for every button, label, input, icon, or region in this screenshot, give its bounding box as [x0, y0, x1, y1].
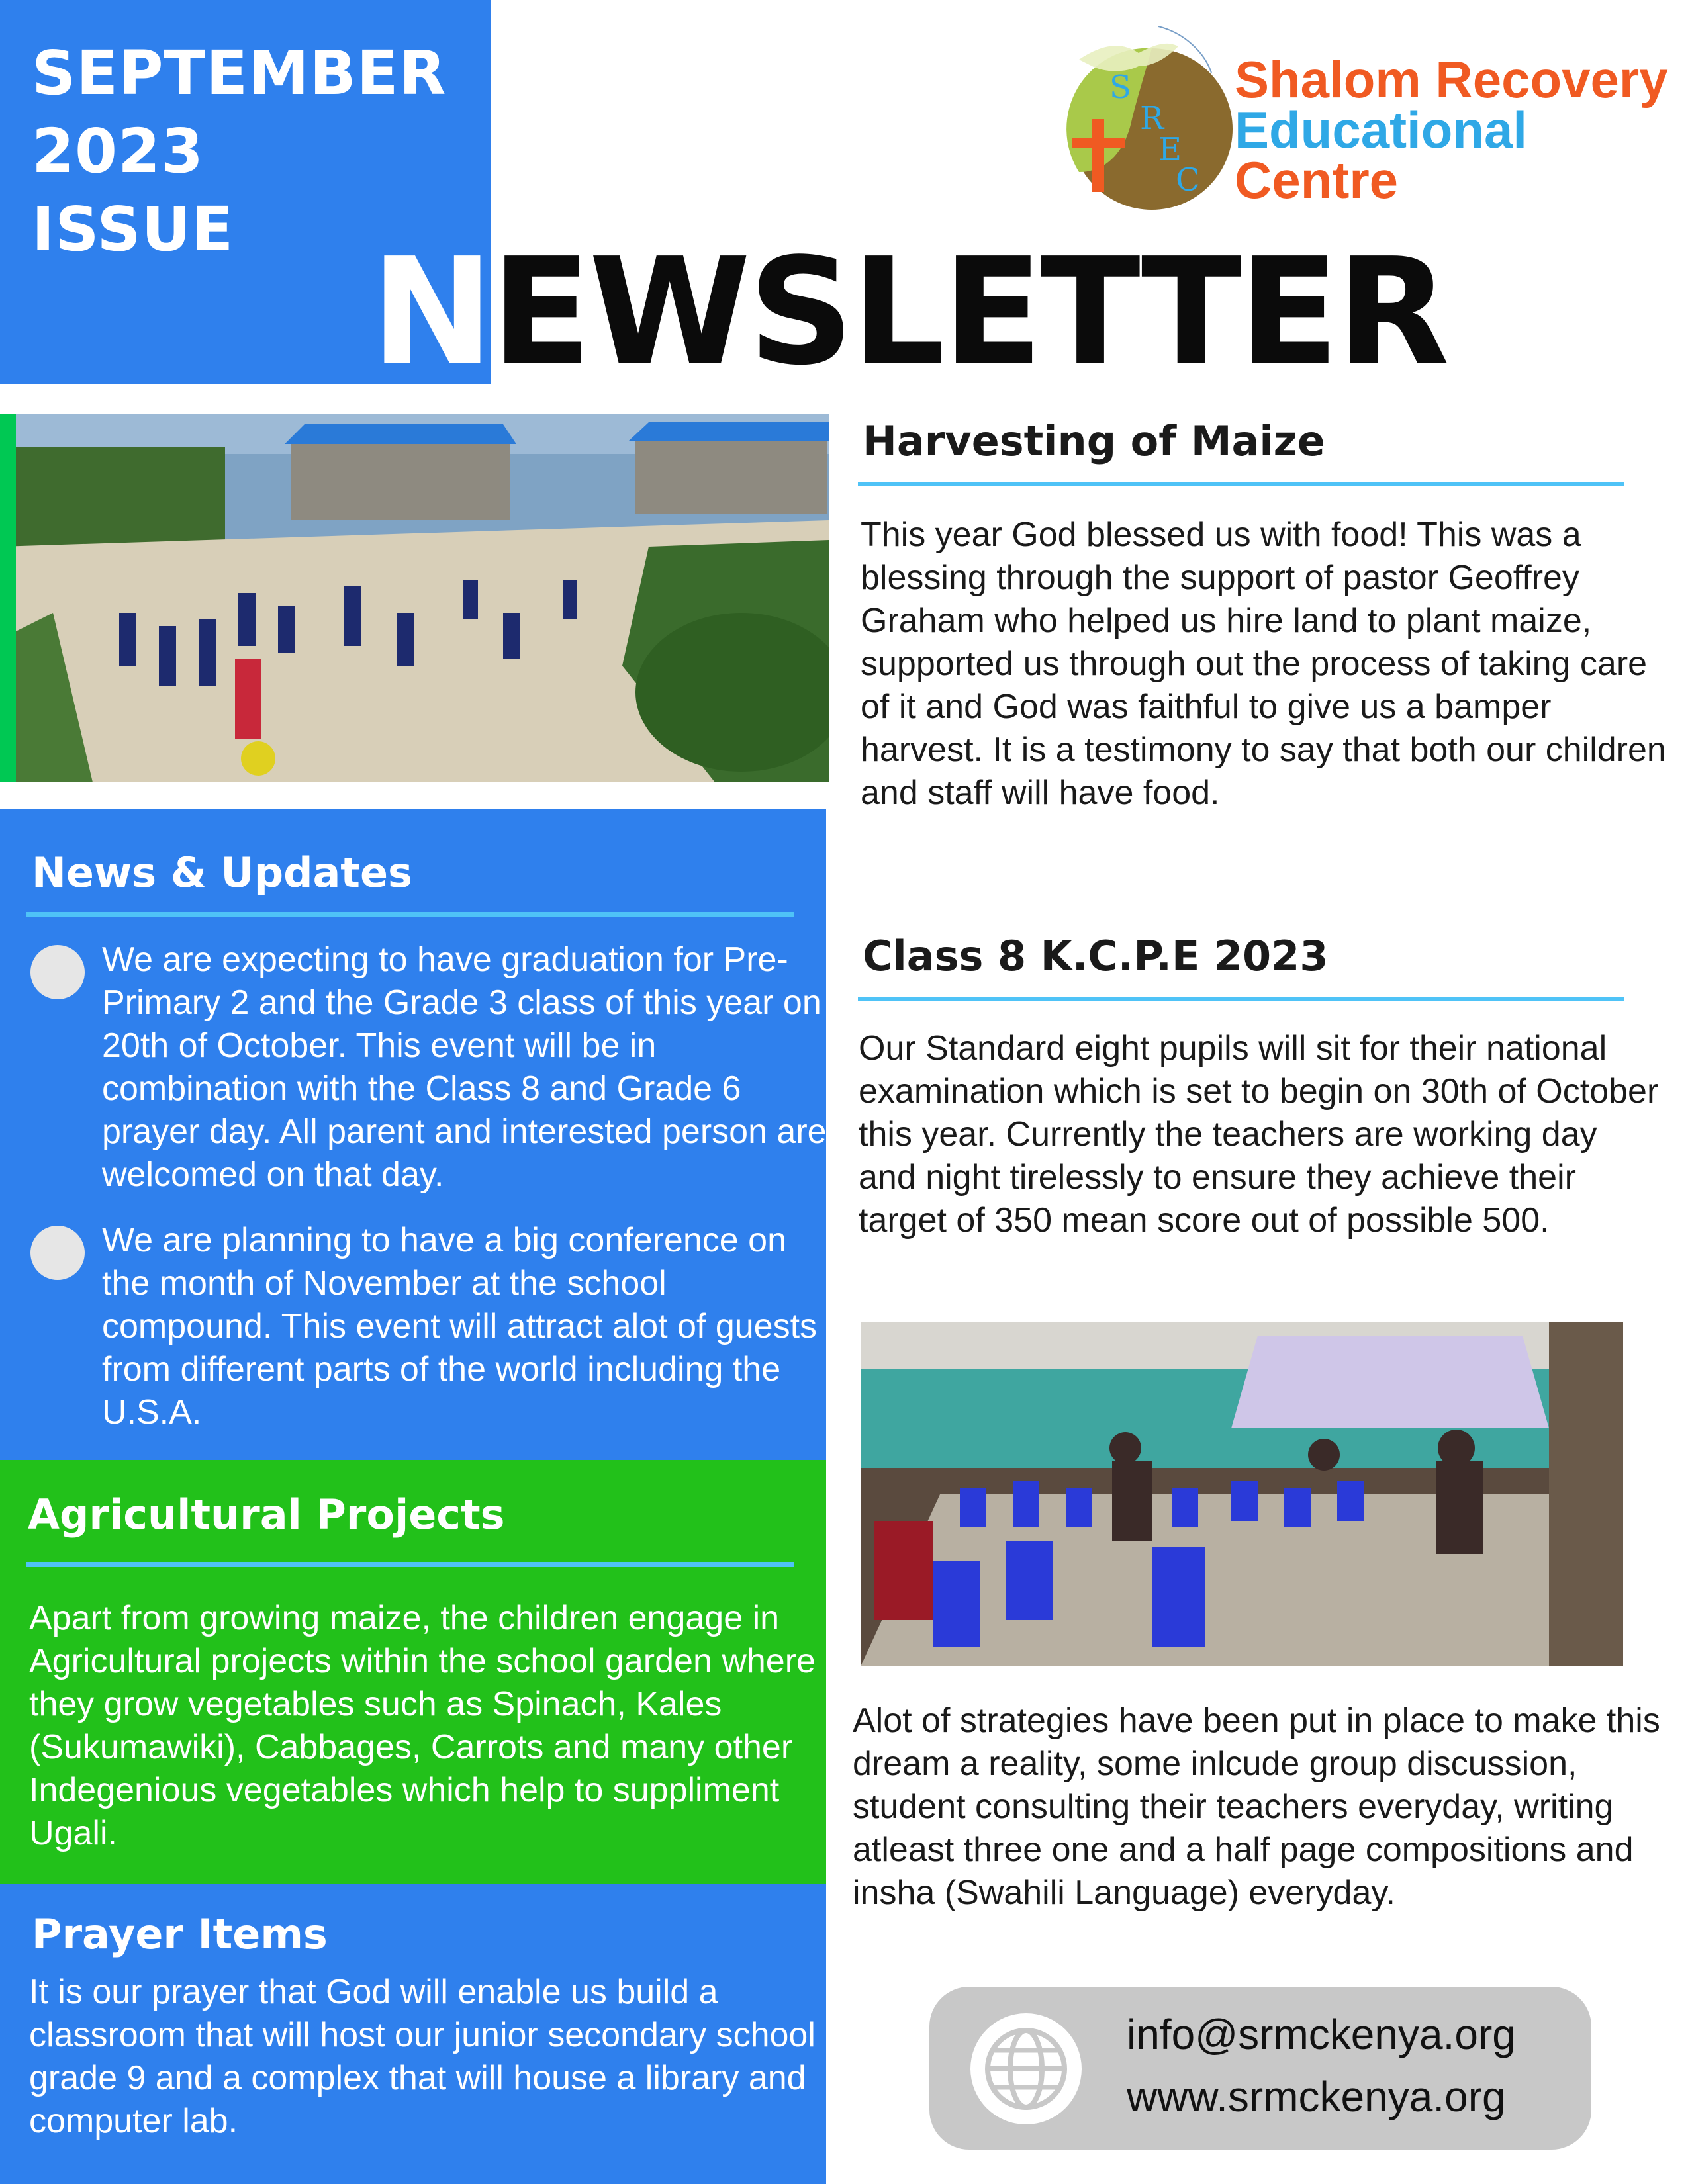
logo-letter-r: R [1140, 100, 1164, 137]
bullet-icon [30, 1226, 85, 1280]
newsletter-title [371, 227, 1447, 398]
issue-year: 2023 [32, 116, 205, 187]
news-item [30, 1219, 818, 1437]
title-rest: EWSLETTER [491, 227, 1447, 398]
harvest-divider [858, 482, 1624, 486]
globe-icon [968, 2011, 1084, 2127]
website-link[interactable]: www.srmckenya.org [1127, 2073, 1506, 2120]
issue-month: SEPTEMBER [32, 38, 447, 109]
prayer-title: Prayer Items [32, 1910, 328, 1958]
agriculture-title: Agricultural Projects [28, 1490, 505, 1539]
issue-word: ISSUE [32, 194, 234, 265]
news-item [30, 938, 827, 1197]
logo-letter-c: C [1176, 161, 1200, 199]
maize-harvest-photo [0, 414, 829, 782]
agriculture-body: Apart from growing maize, the children engage in Agricultural projects within the school garden where they grow vegetables such as Spinach, Kales (Sukumawiki), Cabbages, Carrots and many other Indegenious vegetables which help to suppliment Ugali. [29, 1599, 816, 1852]
bullet-icon [30, 945, 85, 999]
kcpe-divider [858, 997, 1624, 1001]
maize-harvest-image [0, 414, 829, 782]
srec-logo [1053, 20, 1251, 218]
agriculture-divider [26, 1562, 794, 1567]
classroom-image [861, 1322, 1623, 1666]
classroom-photo [861, 1322, 1623, 1666]
logo-letter-s: S [1109, 69, 1131, 106]
news-item-text: We are expecting to have graduation for Pre-Primary 2 and the Grade 3 class of this year on 20th of October. This event will be in combination with the Class 8 and Grade 6 prayer day. All parent and interested person are welcomed on that day. [102, 940, 827, 1194]
harvest-body: This year God blessed us with food! This was a blessing through the support of pastor Geoffrey Graham who helped us hire land to plant maize, supported us through out the process of taking care of it and God was faithful to give us a bamper harvest. It is a testimony to say that both our children and staff will have food. [861, 516, 1666, 812]
organization-name [1235, 50, 1668, 209]
email-link[interactable]: info@srmckenya.org [1127, 2011, 1516, 2058]
kcpe-title: Class 8 K.C.P.E 2023 [863, 932, 1329, 980]
org-name-line-1: Shalom Recovery [1235, 50, 1668, 109]
news-divider [26, 912, 794, 917]
org-name-line-2: Educational [1235, 101, 1528, 159]
kcpe-body: Our Standard eight pupils will sit for their national examination which is set to begin on 30th of October this year. Currently the teachers are working day and night tirelessly to ensure they achieve their target of 350 mean score out of possible 500. [859, 1029, 1659, 1240]
logo-letter-e: E [1158, 131, 1182, 168]
prayer-body: It is our prayer that God will enable us build a classroom that will host our junior secondary school grade 9 and a complex that will house a library and computer lab. [29, 1973, 816, 2140]
news-title: News & Updates [32, 848, 412, 897]
harvest-title: Harvesting of Maize [863, 417, 1325, 465]
title-first-letter: N [371, 227, 491, 398]
kcpe-strategies: Alot of strategies have been put in place to make this dream a reality, some inlcude group discussion, student consulting their teachers everyday, writing atleast three one and a half page compositions and insha (Swahili Language) everyday. [853, 1702, 1660, 1912]
org-name-line-3: Centre [1235, 151, 1399, 209]
news-item-text: We are planning to have a big conference on the month of November at the school compound. This event will attract alot of guests from different parts of the world including the U.S.A. [102, 1221, 818, 1432]
photo-accent-edge [0, 414, 16, 782]
